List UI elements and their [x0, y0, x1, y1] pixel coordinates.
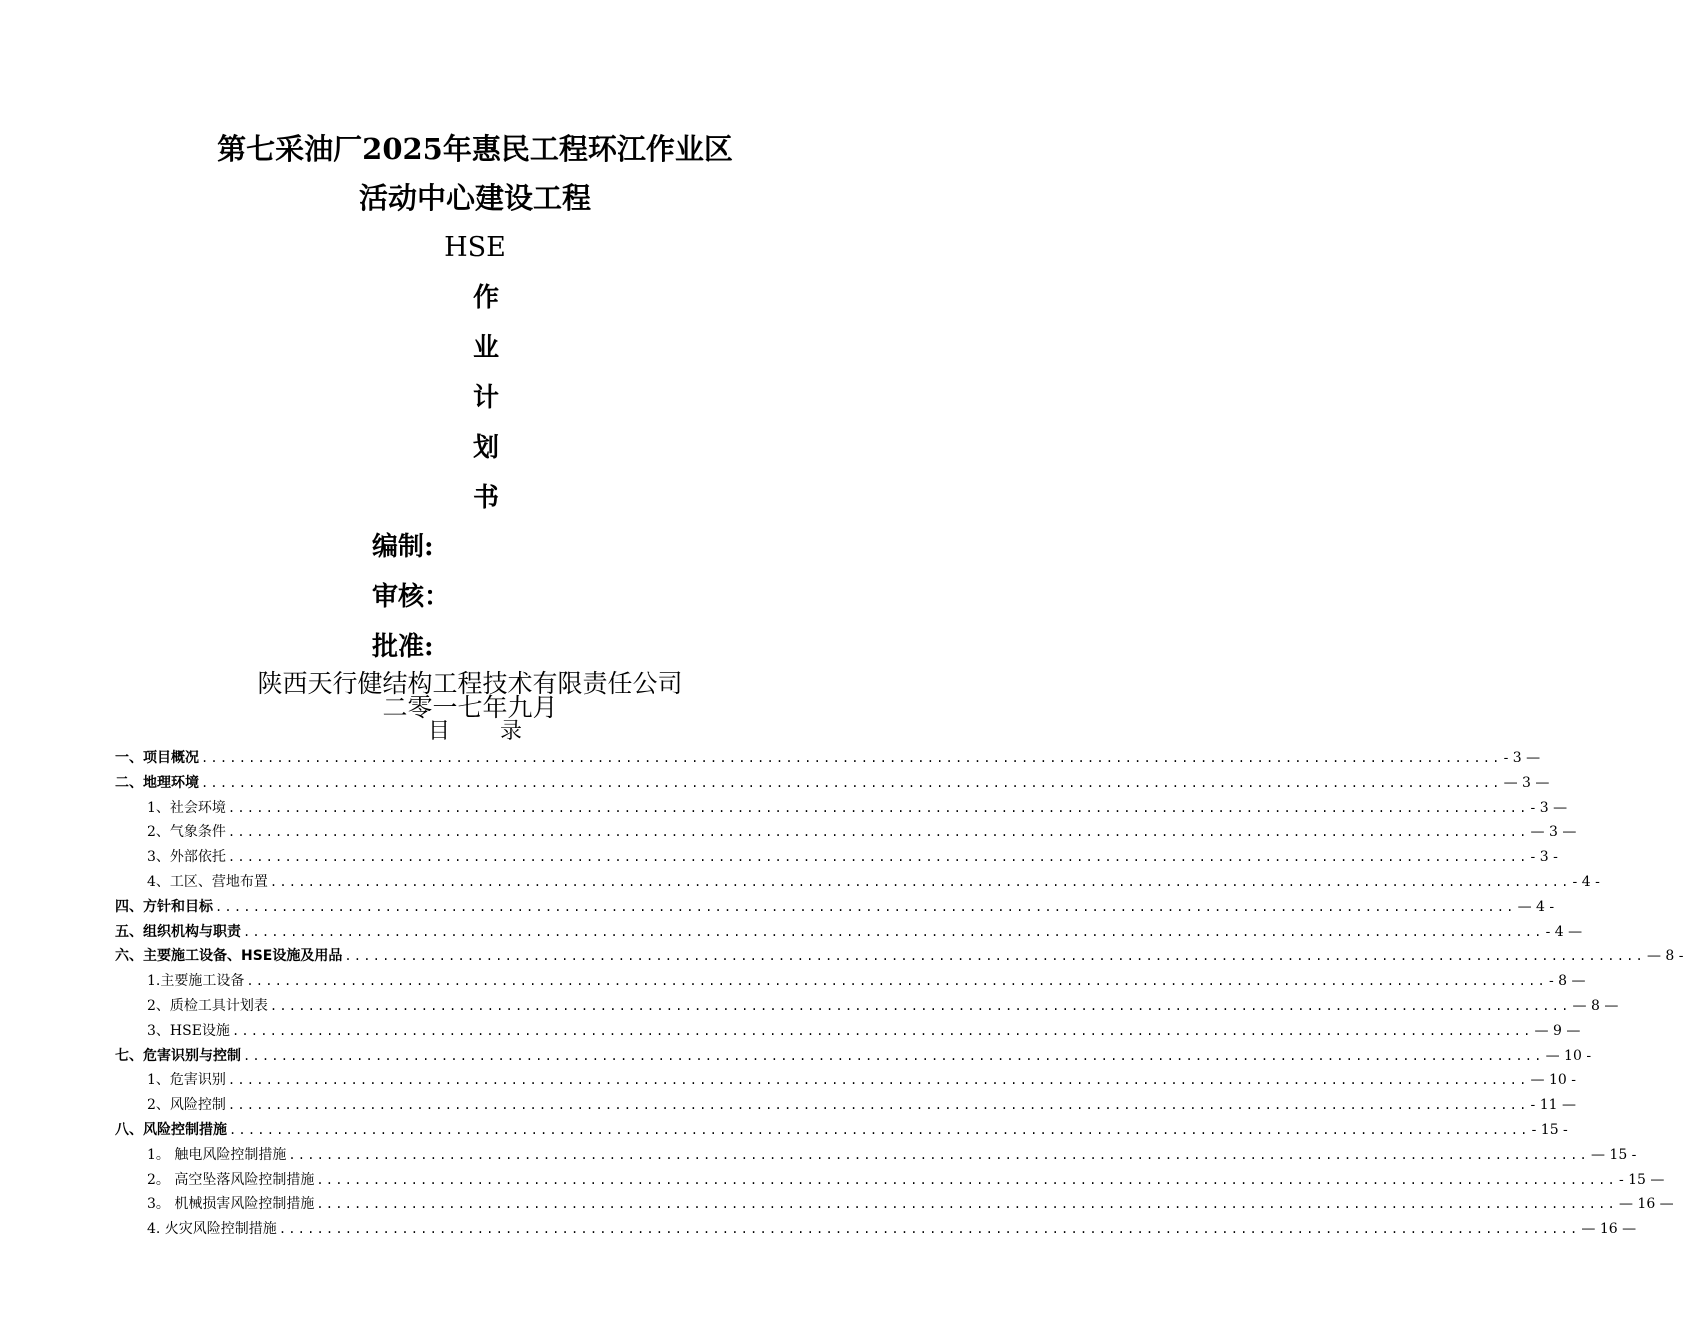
- toc-entry[interactable]: [115, 1217, 1637, 1242]
- toc-entry[interactable]: [115, 1019, 1581, 1044]
- toc-leader-dots: ..........................................................................................................................................: [201, 775, 1502, 790]
- toc-leader-dots: ..........................................................................................................................................: [246, 974, 1547, 989]
- toc-entry[interactable]: [115, 845, 1558, 870]
- toc-entry-label: 2。 高空坠落风险控制措施: [147, 1171, 315, 1188]
- toc-leader-dots: ..........................................................................................................................................: [243, 1048, 1544, 1063]
- toc-entry-label: 2、风险控制: [147, 1097, 226, 1114]
- toc-leader-dots: ..........................................................................................................................................: [269, 874, 1571, 889]
- toc-entry[interactable]: [115, 1168, 1665, 1193]
- toc-entry-label: 3。 机械损害风险控制措施: [147, 1196, 315, 1213]
- toc-leader-dots: ..........................................................................................................................................: [201, 751, 1502, 765]
- toc-heading: [0, 718, 950, 746]
- toc-leader-dots: ..........................................................................................................................................: [227, 800, 1529, 815]
- toc-entry-label: 四、方针和目标: [115, 898, 213, 915]
- toc-leader-dots: ..........................................................................................................................................: [227, 825, 1529, 840]
- toc-entry[interactable]: [115, 1044, 1592, 1069]
- toc-entry[interactable]: [115, 920, 1583, 945]
- toc-entry-page: — 8 -: [1646, 948, 1684, 965]
- toc-entry-page: — 8 —: [1572, 997, 1619, 1014]
- toc-entry-label: 2、气象条件: [147, 824, 226, 841]
- toc-entry-page: - 4 -: [1572, 873, 1600, 890]
- toc-heading-left: 目: [427, 719, 450, 744]
- toc-entry-label: 1、危害识别: [147, 1072, 226, 1089]
- toc-entry[interactable]: [115, 1192, 1674, 1217]
- toc-entry-label: 八、风险控制措施: [115, 1121, 227, 1138]
- toc-leader-dots: ..........................................................................................................................................: [278, 1222, 1580, 1237]
- toc-entry-label: 二、地理环境: [115, 774, 199, 791]
- toc-leader-dots: ..........................................................................................................................................: [227, 1098, 1529, 1113]
- toc-leader-dots: ..........................................................................................................................................: [316, 1172, 1617, 1187]
- compiled-by-label: 编制:: [372, 532, 434, 562]
- toc-entry[interactable]: [115, 895, 1555, 920]
- toc-entry-label: 3、外部依托: [147, 849, 226, 866]
- cover-title-char-5: 书: [472, 483, 499, 513]
- toc-entry-page: — 16 —: [1618, 1196, 1674, 1213]
- toc-entry-label: 1.主要施工设备: [147, 973, 245, 990]
- toc-entry-label: 4. 火灾风险控制措施: [147, 1221, 277, 1238]
- toc-entry-page: - 15 -: [1531, 1121, 1568, 1138]
- toc-entry-page: — 10 -: [1530, 1072, 1576, 1089]
- toc-entry-page: — 10 -: [1545, 1047, 1592, 1064]
- toc-entry[interactable]: [115, 1143, 1637, 1168]
- reviewed-by-label: 审核：: [372, 582, 451, 612]
- toc-heading-right: 录: [500, 719, 523, 744]
- toc-leader-dots: ..........................................................................................................................................: [243, 924, 1544, 939]
- toc-entry[interactable]: [115, 746, 1541, 771]
- toc-entry-page: — 15 -: [1590, 1146, 1637, 1163]
- toc-leader-dots: ..........................................................................................................................................: [227, 850, 1529, 865]
- toc-entry[interactable]: [115, 969, 1586, 994]
- cover-title-hse: HSE: [444, 232, 506, 263]
- company-name: 陕西天行健结构工程技术有限责任公司: [257, 669, 683, 698]
- toc-entry-page: - 15 —: [1618, 1171, 1665, 1188]
- toc-entry[interactable]: [115, 1068, 1576, 1093]
- toc-entry[interactable]: [115, 796, 1568, 821]
- toc-entry-page: - 4 —: [1545, 923, 1583, 940]
- toc-entry-page: - 3 —: [1503, 750, 1541, 766]
- toc-entry[interactable]: [115, 1118, 1568, 1143]
- toc-leader-dots: ..........................................................................................................................................: [269, 998, 1571, 1013]
- toc-leader-dots: ..........................................................................................................................................: [227, 1073, 1529, 1088]
- toc-entry[interactable]: [115, 870, 1600, 895]
- cover-title-char-1: 作: [472, 283, 499, 313]
- toc-leader-dots: ..........................................................................................................................................: [316, 1197, 1617, 1212]
- toc-leader-dots: ..........................................................................................................................................: [288, 1147, 1589, 1162]
- toc-entry-label: 一、项目概况: [115, 750, 199, 766]
- document-date: 二零一七年九月: [382, 693, 558, 722]
- toc-entry-label: 五、组织机构与职责: [115, 923, 241, 940]
- toc-entry-label: 1。 触电风险控制措施: [147, 1146, 287, 1163]
- toc-entry-page: — 3 —: [1530, 824, 1577, 841]
- cover-title-line1: 第七采油厂2025年惠民工程环江作业区: [217, 132, 733, 166]
- toc-entry-page: - 3 -: [1530, 849, 1558, 866]
- table-of-contents: [115, 746, 1684, 1242]
- toc-entry-page: — 9 —: [1534, 1022, 1581, 1039]
- toc-entry[interactable]: [115, 1093, 1576, 1118]
- toc-entry-page: — 3 —: [1503, 774, 1550, 791]
- toc-leader-dots: ..........................................................................................................................................: [231, 1023, 1533, 1038]
- toc-entry-label: 六、主要施工设备、HSE设施及用品: [115, 948, 343, 965]
- toc-entry-page: - 3 —: [1530, 799, 1568, 816]
- cover-title-char-4: 划: [472, 433, 499, 463]
- approved-by-label: 批准:: [372, 632, 434, 662]
- toc-entry-page: — 16 —: [1581, 1221, 1637, 1238]
- toc-entry-label: 4、工区、营地布置: [147, 873, 268, 890]
- toc-entry-label: 1、社会环境: [147, 799, 226, 816]
- toc-entry-label: 3、HSE设施: [147, 1022, 230, 1039]
- cover-title-char-2: 业: [472, 333, 499, 363]
- toc-entry-label: 七、危害识别与控制: [115, 1047, 241, 1064]
- toc-entry-label: 2、质检工具计划表: [147, 997, 268, 1014]
- toc-entry-page: — 4 -: [1517, 898, 1555, 915]
- toc-entry[interactable]: [115, 820, 1577, 845]
- toc-entry[interactable]: [115, 944, 1684, 969]
- toc-entry[interactable]: [115, 994, 1619, 1019]
- toc-leader-dots: ..........................................................................................................................................: [344, 949, 1645, 964]
- toc-leader-dots: ..........................................................................................................................................: [215, 899, 1516, 914]
- toc-leader-dots: ..........................................................................................................................................: [229, 1122, 1530, 1137]
- toc-entry-page: - 8 —: [1548, 973, 1586, 990]
- toc-entry[interactable]: [115, 771, 1550, 796]
- cover-title-line2: 活动中心建设工程: [358, 181, 591, 215]
- cover-title-char-3: 计: [472, 383, 499, 413]
- toc-entry-page: - 11 —: [1530, 1097, 1576, 1114]
